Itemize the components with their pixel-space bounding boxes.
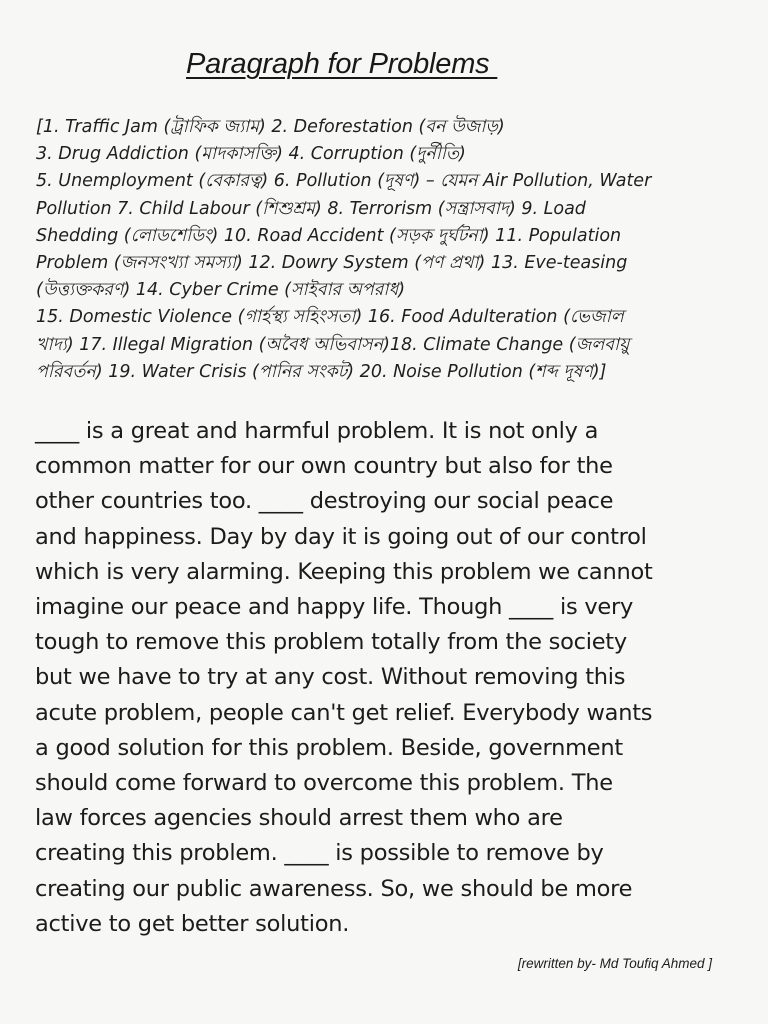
paragraph-line: tough to remove this problem totally from the society (35, 629, 627, 656)
topics-line: পরিবর্তন) 19. Water Crisis (পানির সংকট) 20. Noise Pollution (শব্দ দূষণ)] (36, 361, 607, 382)
author-credit: [rewritten by- Md Toufiq Ahmed ] (517, 956, 712, 971)
topics-line: [1. Traffic Jam (ট্রাফিক জ্যাম) 2. Deforestation (বন উজাড়) (36, 117, 505, 137)
topics-line: Shedding (লোডশেডিং) 10. Road Accident (সড়ক দুর্ঘটনা) 11. Population (36, 225, 622, 246)
topics-line: 15. Domestic Violence (গার্হস্থ্য সহিংসতা) 16. Food Adulteration (ভেজাল (36, 307, 624, 328)
paragraph-line: other countries too. ____ destroying our social peace (35, 488, 614, 515)
topics-line: Problem (জনসংখ্যা সমস্যা) 12. Dowry System (পণ প্রথা) 13. Eve-teasing (36, 253, 628, 274)
topics-line: (উত্ত্যক্তকরণ) 14. Cyber Crime (সাইবার অপরাধ) (36, 280, 406, 301)
paragraph-line: creating our public awareness. So, we should be more (35, 875, 633, 902)
topics-line: Pollution 7. Child Labour (শিশুশ্রম) 8. Terrorism (সন্ত্রাসবাদ) 9. Load (36, 198, 586, 219)
paragraph-line: common matter for our own country but also for the (35, 453, 613, 480)
paragraph-line: creating this problem. ____ is possible to remove by (35, 840, 604, 867)
paragraph-line: imagine our peace and happy life. Though ____ is very (35, 594, 634, 621)
paragraph-line: a good solution for this problem. Beside, government (35, 734, 623, 761)
topics-line: 5. Unemployment (বেকারত্ব) 6. Pollution (দূষণ) – যেমন Air Pollution, Water (36, 171, 652, 192)
paragraph-line: and happiness. Day by day it is going out of our control (35, 523, 647, 550)
paragraph-line: but we have to try at any cost. Without removing this (35, 664, 626, 691)
topics-list (36, 114, 736, 386)
topics-line: খাদ্য) 17. Illegal Migration (অবৈধ অভিবাসন)18. Climate Change (জলবায়ু (36, 334, 630, 355)
main-paragraph (35, 414, 735, 942)
paragraph-line: should come forward to overcome this problem. The (35, 770, 613, 797)
paragraph-line: law forces agencies should arrest them who are (35, 805, 563, 832)
document-title: Paragraph for Problems (186, 48, 498, 80)
paragraph-line: acute problem, people can't get relief. Everybody wants (35, 699, 653, 726)
paragraph-line: active to get better solution. (35, 910, 350, 937)
topics-line: 3. Drug Addiction (মাদকাসক্তি) 4. Corruption (দুর্নীতি) (36, 144, 466, 165)
paragraph-line: which is very alarming. Keeping this problem we cannot (35, 558, 653, 585)
paragraph-line: ____ is a great and harmful problem. It is not only a (35, 418, 599, 444)
